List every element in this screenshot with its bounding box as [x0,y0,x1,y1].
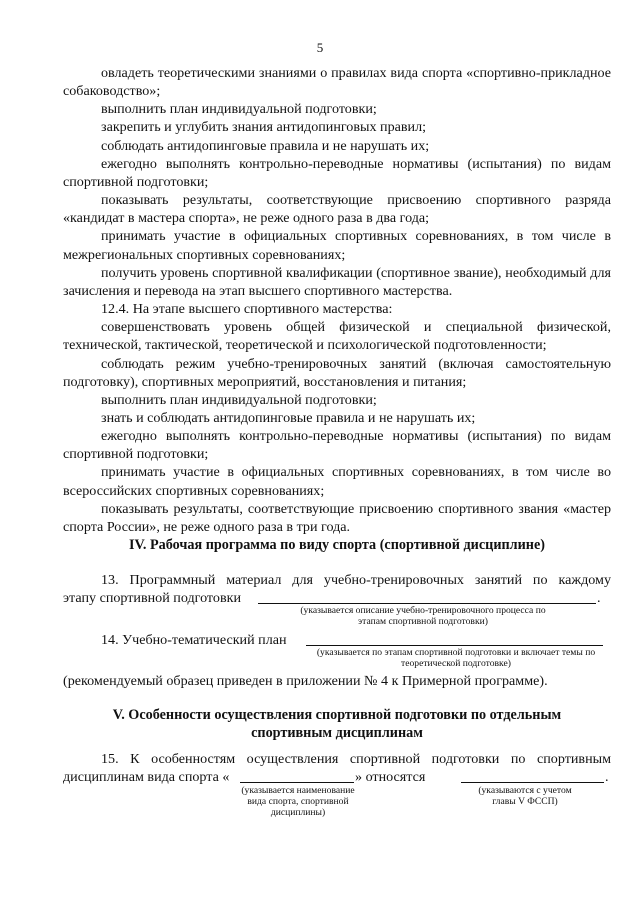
item-15-part-a: дисциплинам вида спорта « [63,769,230,785]
body-text [63,64,611,536]
item-14: 14. Учебно-тематический план [101,632,287,648]
item-15-part-b: » относятся [355,769,426,785]
subsection-title: 12.4. На этапе высшего спортивного мастерства: [101,301,393,318]
paragraph: выполнить план индивидуальной подготовки; [101,391,377,408]
item-13-end: . [597,590,601,606]
item-13-blank [258,603,596,604]
paragraph: знать и соблюдать антидопинговые правила и не нарушать их; [101,409,476,426]
item-15-line1: 15. К особенностям осуществления спортивной подготовки по спортивным [101,751,611,767]
item-15-blank-b [461,782,604,783]
paragraph: получить уровень спортивной квалификации (спортивное звание), необходимый для зачисления и перевода на этап высшего спортивного мастерства. [63,264,611,299]
paragraph: показывать результаты, соответствующие присвоению спортивного звания «мастер спорта России», не реже одного раза в три года. [63,500,611,535]
item-15-blank-a [240,782,354,783]
paragraph: принимать участие в официальных спортивных соревнованиях, в том числе в межрегиональных спортивных соревнованиях; [63,228,611,263]
recommended-sample: (рекомендуемый образец приведен в приложении № 4 к Примерной программе). [63,673,548,689]
item-13-line2: этапу спортивной подготовки [63,590,241,606]
item-15-note-b: (указываются с учетом главы V ФССП) [478,785,572,807]
section-heading-v: V. Особенности осуществления спортивной подготовки по отдельным спортивным дисциплинам [112,707,562,741]
paragraph: показывать результаты, соответствующие присвоению спортивного разряда «кандидат в мастера спорта», не реже одного раза в два года; [63,192,611,227]
paragraph: ежегодно выполнять контрольно-переводные нормативы (испытания) по видам спортивной подготовки; [63,155,611,190]
item-13-note: (указывается описание учебно-тренировочного процесса по этапам спортивной подготовки) [300,605,546,627]
paragraph: соблюдать антидопинговые правила и не нарушать их; [101,137,430,154]
item-14-blank [306,645,603,646]
paragraph: овладеть теоретическими знаниями о правилах вида спорта «спортивно-прикладное собаководство»; [63,65,611,100]
item-13-line1: 13. Программный материал для учебно-тренировочных занятий по каждому [101,572,611,588]
section-heading-iv: IV. Рабочая программа по виду спорта (спортивной дисциплине) [128,537,545,553]
paragraph: выполнить план индивидуальной подготовки; [101,101,377,118]
item-15-note-a: (указывается наименование вида спорта, спортивной дисциплины) [241,785,355,818]
item-14-note: (указывается по этапам спортивной подготовки и включает темы по теоретической подготовке) [316,647,596,669]
paragraph: ежегодно выполнять контрольно-переводные нормативы (испытания) по видам спортивной подготовки; [63,428,611,463]
paragraph: закрепить и углубить знания антидопинговых правил; [101,119,427,136]
paragraph: совершенствовать уровень общей физической и специальной физической, технической, тактической, теоретической и психологической подготовленности; [63,319,611,354]
paragraph: соблюдать режим учебно-тренировочных занятий (включая самостоятельную подготовку), спортивных мероприятий, восстановления и питания; [63,355,611,390]
page-number: 5 [316,40,324,55]
item-15-end: . [605,769,609,785]
paragraph: принимать участие в официальных спортивных соревнованиях, в том числе во всероссийских спортивных соревнованиях; [63,464,611,499]
